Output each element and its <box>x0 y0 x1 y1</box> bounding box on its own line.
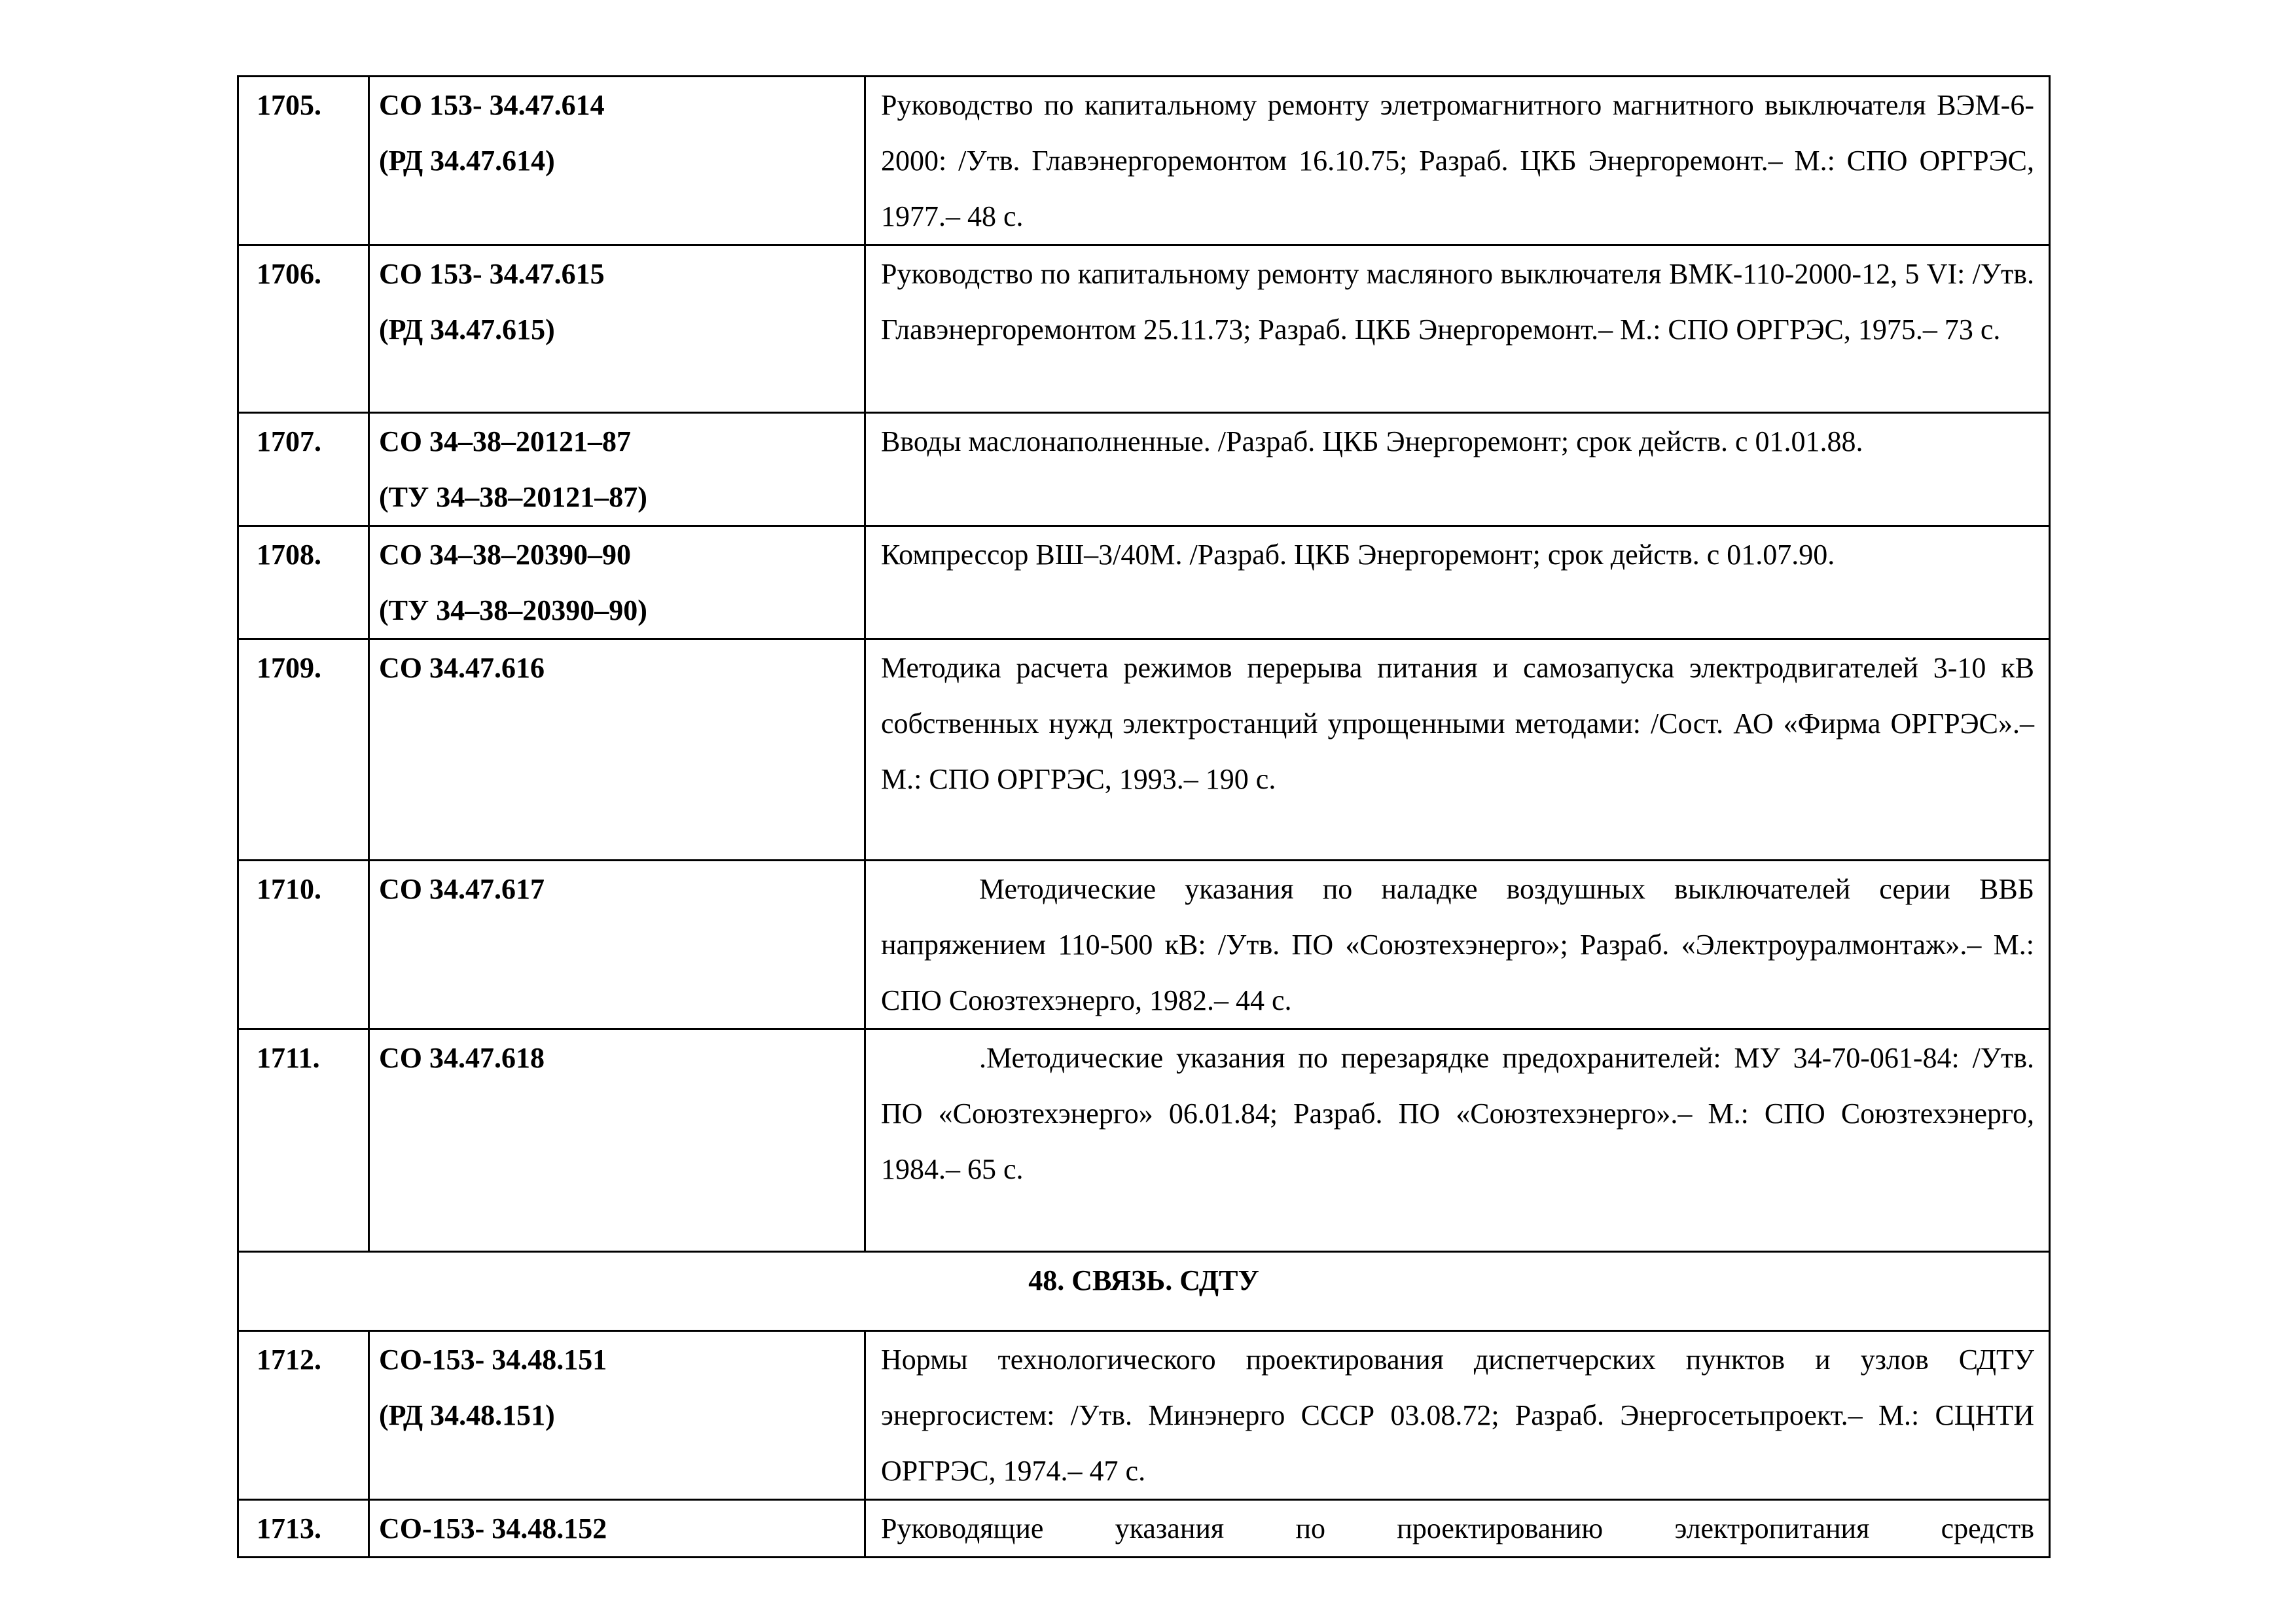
code-primary: СО 34.47.616 <box>379 652 545 684</box>
row-number: 1705. <box>238 77 369 245</box>
row-number: 1706. <box>238 245 369 413</box>
section-row <box>238 1252 2050 1331</box>
code-secondary: (РД 34.48.151) <box>379 1399 555 1431</box>
document-code <box>369 245 865 413</box>
row-number: 1711. <box>238 1029 369 1252</box>
table-row <box>238 413 2050 526</box>
code-primary: СО 34–38–20121–87 <box>379 425 631 457</box>
document-title: Руководящие указания по проектированию электропитания средств <box>865 1500 2050 1558</box>
table-row <box>238 77 2050 245</box>
code-secondary: (РД 34.47.614) <box>379 145 555 177</box>
document-code <box>369 1500 865 1558</box>
row-number: 1712. <box>238 1331 369 1500</box>
standards-table <box>237 75 2051 1558</box>
row-number: 1707. <box>238 413 369 526</box>
document-title: Нормы технологического проектирования диспетчерских пунктов и узлов СДТУ энергосистем: /Утв. Минэнерго СССР 03.08.72; Разраб. Энергосетьпроект.– М.: СЦНТИ ОРГРЭС, 1974.– 47 с. <box>865 1331 2050 1500</box>
section-heading: 48. СВЯЗЬ. СДТУ <box>238 1252 2050 1331</box>
row-number: 1713. <box>238 1500 369 1558</box>
document-title: Вводы маслонаполненные. /Разраб. ЦКБ Энергоремонт; срок действ. с 01.01.88. <box>865 413 2050 526</box>
document-title-cell <box>865 1029 2050 1252</box>
code-primary: СО 34.47.618 <box>379 1042 545 1074</box>
code-primary: СО 153- 34.47.615 <box>379 258 605 290</box>
document-code <box>369 77 865 245</box>
document-title: .Методические указания по перезарядке предохранителей: МУ 34-70-061-84: /Утв. ПО «Союзтехэнерго» 06.01.84; Разраб. ПО «Союзтехэнерго».– М.: СПО Союзтехэнерго, 1984.– 65 с. <box>881 1042 2034 1185</box>
document-title-cell <box>865 861 2050 1029</box>
document-code <box>369 1331 865 1500</box>
row-number: 1710. <box>238 861 369 1029</box>
document-title: Руководство по капитальному ремонту элетромагнитного магнитного выключателя ВЭМ-6-2000: /Утв. Главэнергоремонтом 16.10.75; Разраб. ЦКБ Энергоремонт.– М.: СПО ОРГРЭС, 1977.– 48 с. <box>865 77 2050 245</box>
document-title: Методика расчета режимов перерыва питания и самозапуска электродвигателей 3-10 кВ собственных нужд электростанций упрощенными методами: /Сост. АО «Фирма ОРГРЭС».– М.: СПО ОРГРЭС, 1993.– 190 с. <box>865 639 2050 861</box>
document-title: Методические указания по наладке воздушных выключателей серии ВВБ напряжением 110-500 кВ: /Утв. ПО «Союзтехэнерго»; Разраб. «Электроуралмонтаж».– М.: СПО Союзтехэнерго, 1982.– 44 с. <box>881 873 2034 1016</box>
row-number: 1708. <box>238 526 369 639</box>
code-primary: СО 34–38–20390–90 <box>379 539 631 571</box>
document-code <box>369 1029 865 1252</box>
table-row <box>238 1500 2050 1558</box>
table-row <box>238 245 2050 413</box>
code-secondary: (ТУ 34–38–20390–90) <box>379 594 647 626</box>
document-title: Компрессор ВШ–3/40М. /Разраб. ЦКБ Энергоремонт; срок действ. с 01.07.90. <box>865 526 2050 639</box>
document-title: Руководство по капитальному ремонту масляного выключателя ВМК-110-2000-12, 5 VI: /Утв. Главэнергоремонтом 25.11.73; Разраб. ЦКБ Энергоремонт.– М.: СПО ОРГРЭС, 1975.– 73 с. <box>865 245 2050 413</box>
document-code <box>369 526 865 639</box>
table-row <box>238 861 2050 1029</box>
code-primary: СО-153- 34.48.152 <box>379 1512 607 1544</box>
code-primary: СО-153- 34.48.151 <box>379 1344 607 1376</box>
table-row <box>238 1331 2050 1500</box>
code-primary: СО 153- 34.47.614 <box>379 89 605 121</box>
table-row <box>238 526 2050 639</box>
code-primary: СО 34.47.617 <box>379 873 545 905</box>
code-secondary: (ТУ 34–38–20121–87) <box>379 481 647 513</box>
document-code <box>369 861 865 1029</box>
table-row <box>238 639 2050 861</box>
row-number: 1709. <box>238 639 369 861</box>
table-row <box>238 1029 2050 1252</box>
document-code <box>369 413 865 526</box>
code-secondary: (РД 34.47.615) <box>379 313 555 346</box>
document-code <box>369 639 865 861</box>
